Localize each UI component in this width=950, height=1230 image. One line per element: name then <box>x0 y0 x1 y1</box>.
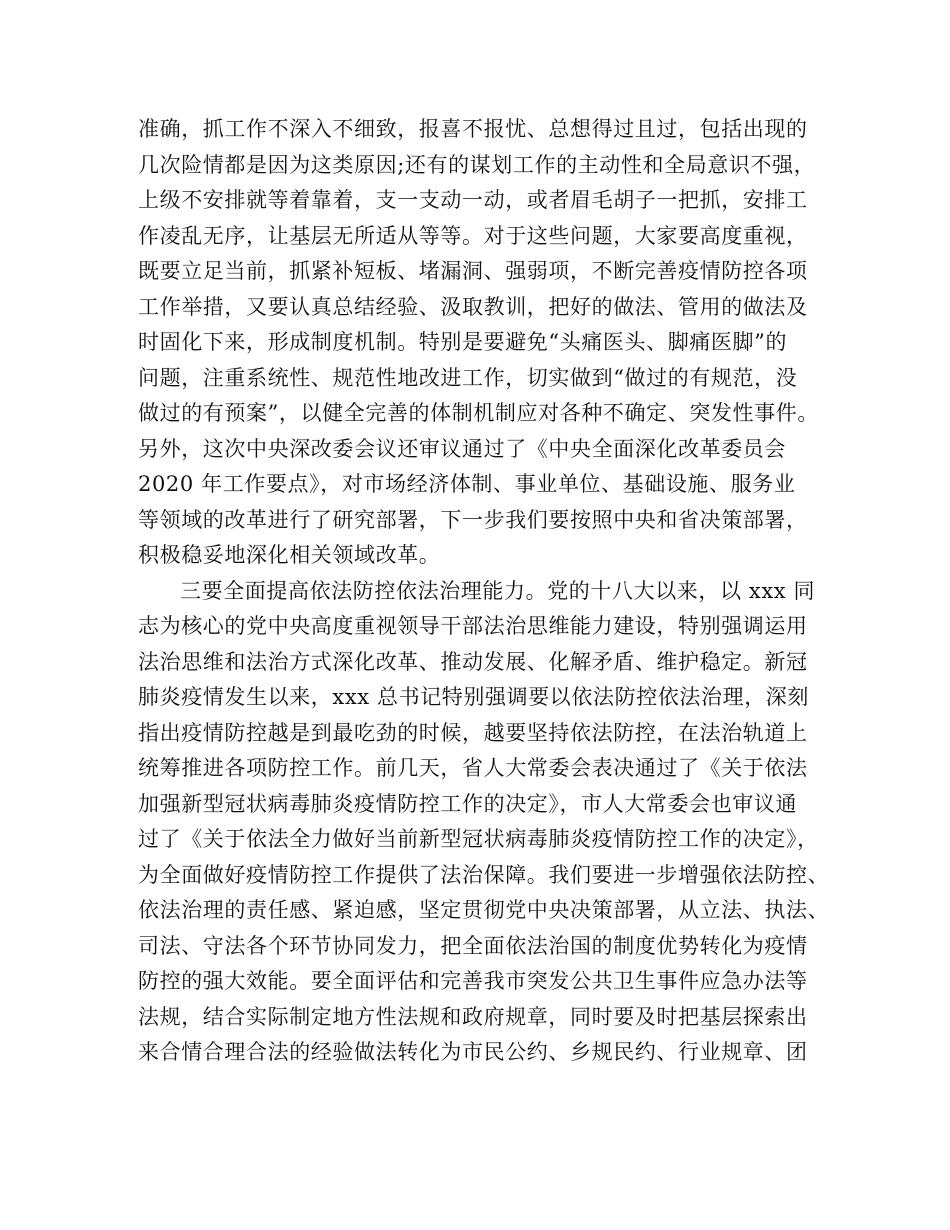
text-line: 指出疫情防控越是到最吃劲的时候，越要坚持依法防控，在法治轨道上 <box>138 720 808 745</box>
text-line: 司法、守法各个环节协同发力，把全面依法治国的制度优势转化为疫情 <box>138 933 808 958</box>
text-line: 积极稳妥地深化相关领域改革。 <box>138 543 441 567</box>
text-line: 过了《关于依法全力做好当前新型冠状病毒肺炎疫情防控工作的决定》， <box>138 827 819 851</box>
text-line: 为全面做好疫情防控工作提供了法治保障。我们要进一步增强依法防控、 <box>138 862 830 887</box>
text-line: 加强新型冠状病毒肺炎疫情防控工作的决定》，市人大常委会也审议通 <box>138 791 798 816</box>
document-body <box>138 112 838 1071</box>
paragraph-first-line: 三要全面提高依法防控依法治理能力。党的十八大以来，以 xxx 同 <box>180 578 816 603</box>
text-line: 问题，注重系统性、规范性地改进工作，切实做到“做过的有规范，没 <box>138 365 798 390</box>
text-line: 等领域的改革进行了研究部署，下一步我们要按照中央和省决策部署， <box>138 507 808 532</box>
text-line: 法治思维和法治方式深化改革、推动发展、化解矛盾、维护稳定。新冠 <box>138 649 808 674</box>
text-line: 几次险情都是因为这类原因;还有的谋划工作的主动性和全局意识不强， <box>138 152 816 177</box>
text-line: 既要立足当前，抓紧补短板、堵漏洞、强弱项，不断完善疫情防控各项 <box>138 259 808 283</box>
text-line: 上级不安排就等着靠着，支一支动一动，或者眉毛胡子一把抓，安排工 <box>138 188 808 212</box>
text-line: 另外，这次中央深改委会议还审议通过了《中央全面深化改革委员会 <box>138 436 786 461</box>
text-line: 来合情合理合法的经验做法转化为市民公约、乡规民约、行业规章、团 <box>138 1040 808 1064</box>
text-line: 肺炎疫情发生以来，xxx 总书记特别强调要以依法防控依法治理，深刻 <box>138 685 810 709</box>
text-line: 做过的有预案”，以健全完善的体制机制应对各种不确定、突发性事件。 <box>138 401 819 425</box>
text-line: 作凌乱无序，让基层无所适从等等。对于这些问题，大家要高度重视， <box>138 223 808 248</box>
text-line: 准确，抓工作不深入不细致，报喜不报忧、总想得过且过，包括出现的 <box>138 117 808 141</box>
text-line: 2020 年工作要点》，对市场经济体制、事业单位、基础设施、服务业 <box>138 472 796 496</box>
text-line: 时固化下来，形成制度机制。特别是要避免“头痛医头、脚痛医脚”的 <box>138 330 788 354</box>
text-line: 工作举措，又要认真总结经验、汲取教训，把好的做法、管用的做法及 <box>138 294 808 319</box>
text-line: 统筹推进各项防控工作。前几天，省人大常委会表决通过了《关于依法 <box>138 756 808 780</box>
text-line: 依法治理的责任感、紧迫感，坚定贯彻党中央决策部署，从立法、执法、 <box>138 898 830 922</box>
text-line: 防控的强大效能。要全面评估和完善我市突发公共卫生事件应急办法等 <box>138 969 808 993</box>
text-line: 法规，结合实际制定地方性法规和政府规章，同时要及时把基层探索出 <box>138 1004 808 1029</box>
text-line: 志为核心的党中央高度重视领导干部法治思维能力建设，特别强调运用 <box>138 614 808 638</box>
